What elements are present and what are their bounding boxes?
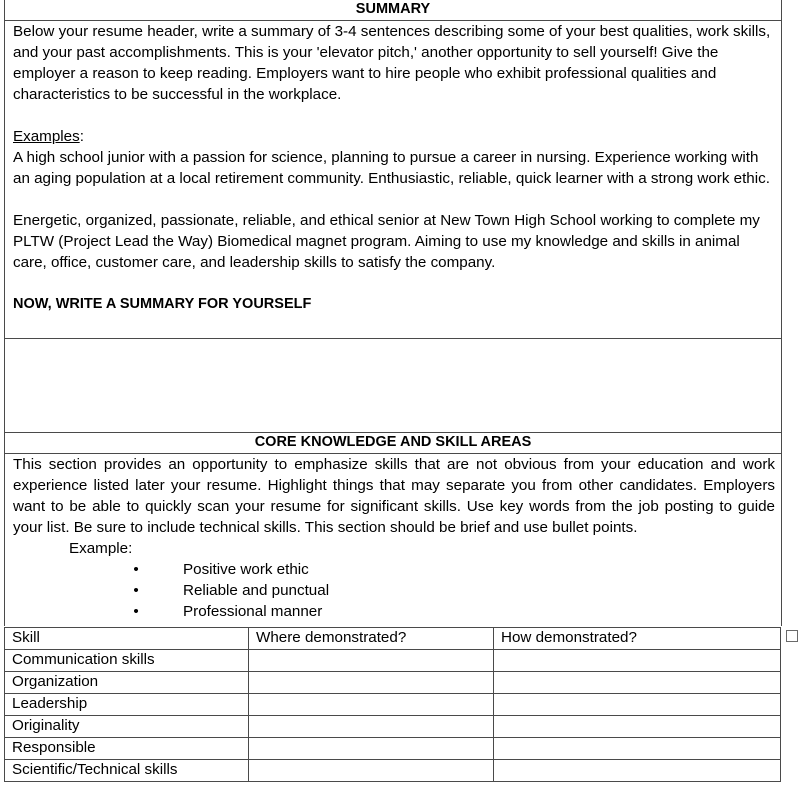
how-cell[interactable] <box>494 694 781 716</box>
skills-table <box>4 627 781 782</box>
header-where: Where demonstrated? <box>249 628 494 650</box>
list-item: • Professional manner <box>13 601 775 622</box>
summary-prompt: NOW, WRITE A SUMMARY FOR YOURSELF <box>13 296 312 312</box>
header-how: How demonstrated? <box>494 628 781 650</box>
core-example-list <box>13 559 775 622</box>
bullet-icon: • <box>133 582 139 599</box>
list-item: • Reliable and punctual <box>13 580 775 601</box>
where-cell[interactable] <box>249 650 494 672</box>
examples-label: Examples <box>13 128 80 145</box>
skill-cell: Originality <box>5 716 249 738</box>
summary-example-1: A high school junior with a passion for science, planning to pursue a career in nursing. Experience working with an aging population at a local retirement community. Enthusiastic, reliable, quick learner with a strong work ethic. <box>13 149 770 187</box>
table-row <box>5 716 781 738</box>
where-cell[interactable] <box>249 738 494 760</box>
how-cell[interactable] <box>494 650 781 672</box>
header-skill: Skill <box>5 628 249 650</box>
bullet-icon: • <box>133 561 139 578</box>
core-instructions <box>5 454 781 626</box>
summary-intro: Below your resume header, write a summary of 3-4 sentences describing some of your best qualities, work skills, and your past accomplishments. This is your 'elevator pitch,' another opportunity to sell yourself! Give the employer a reason to keep reading. Employers want to hire people who exhibit professional qualities and characteristics to be successful in the workplace. <box>13 23 771 103</box>
core-intro: This section provides an opportunity to emphasize skills that are not obvious from your education and work experience listed later your resume. Highlight things that may separate you from other candidates. Employers want to be able to quickly scan your resume for significant skills. Use key words from the job posting to guide your list. Be sure to include technical skills. This section should be brief and use bullet points. <box>13 456 775 536</box>
where-cell[interactable] <box>249 716 494 738</box>
bullet-icon: • <box>133 603 139 620</box>
skill-cell: Scientific/Technical skills <box>5 760 249 782</box>
how-cell[interactable] <box>494 716 781 738</box>
table-row <box>5 672 781 694</box>
core-example-label: Example: <box>69 540 133 557</box>
skill-cell: Leadership <box>5 694 249 716</box>
table-move-handle-icon[interactable] <box>786 630 798 642</box>
table-row <box>5 650 781 672</box>
table-header-row <box>5 628 781 650</box>
summary-instructions <box>5 21 781 339</box>
examples-colon: : <box>79 128 84 145</box>
summary-example-2: Energetic, organized, passionate, reliable, and ethical senior at New Town High School working to complete my PLTW (Project Lead the Way) Biomedical magnet program. Aiming to use my knowledge and skills in animal care, office, customer care, and leadership skills to satisfy the company. <box>13 212 760 271</box>
skill-cell: Communication skills <box>5 650 249 672</box>
examples-heading <box>13 126 775 147</box>
summary-answer-area[interactable] <box>5 339 781 433</box>
where-cell[interactable] <box>249 760 494 782</box>
core-heading: CORE KNOWLEDGE AND SKILL AREAS <box>5 433 781 454</box>
how-cell[interactable] <box>494 672 781 694</box>
table-row <box>5 694 781 716</box>
how-cell[interactable] <box>494 760 781 782</box>
table-row <box>5 738 781 760</box>
where-cell[interactable] <box>249 672 494 694</box>
resume-worksheet <box>4 0 782 626</box>
skill-cell: Responsible <box>5 738 249 760</box>
list-item: • Positive work ethic <box>13 559 775 580</box>
how-cell[interactable] <box>494 738 781 760</box>
skill-cell: Organization <box>5 672 249 694</box>
summary-heading: SUMMARY <box>5 0 781 21</box>
table-row <box>5 760 781 782</box>
where-cell[interactable] <box>249 694 494 716</box>
